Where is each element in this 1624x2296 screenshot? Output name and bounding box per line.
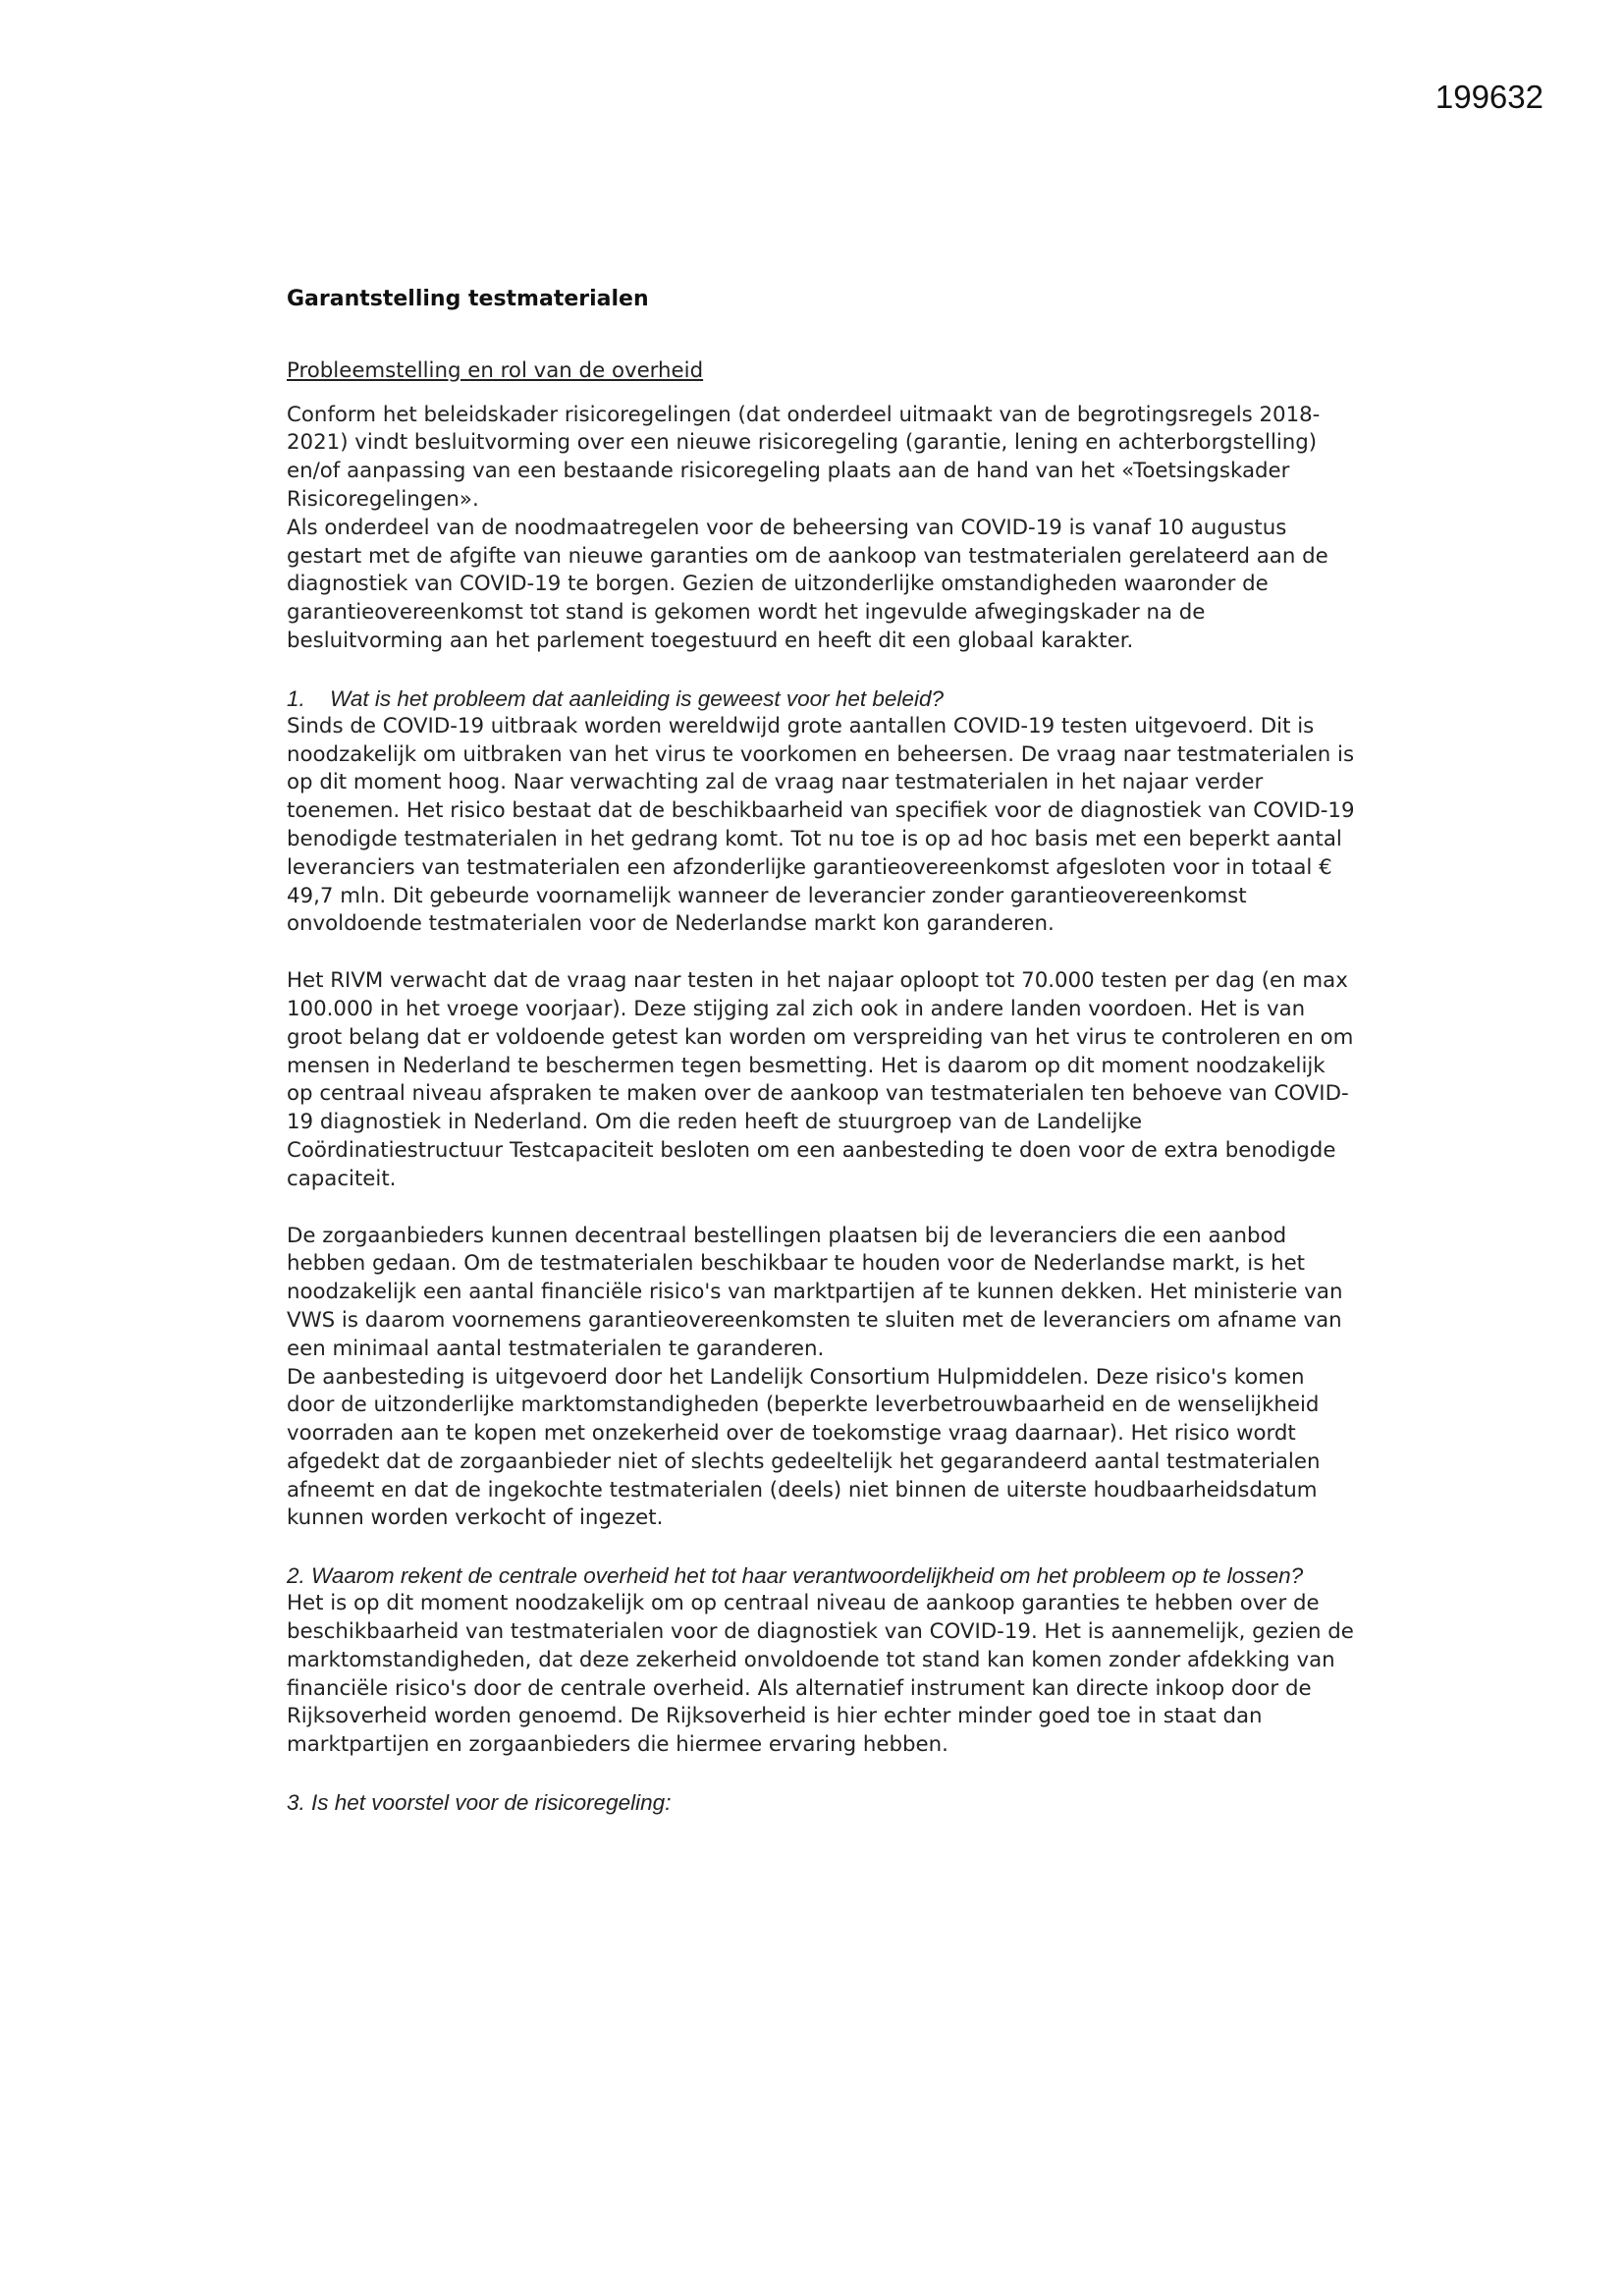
question-2-block xyxy=(287,1561,1357,1760)
document-number: 199632 xyxy=(1435,79,1543,115)
question-1-block xyxy=(287,684,1357,1534)
intro-paragraph: Als onderdeel van de noodmaatregelen voor de beheersing van COVID-19 is vanaf 10 augustus gestart met de afgifte van nieuwe garanties om de aankoop van testmaterialen gerelateerd aan de diagnostiek van COVID-19 te borgen. Gezien de uitzonderlijke omstandigheden waaronder de garantieovereenkomst tot stand is gekomen wordt het ingevulde afwegingskader na de besluitvorming aan het parlement toegestuurd en heeft dit een globaal karakter. xyxy=(287,515,1328,653)
body-paragraph: Sinds de COVID-19 uitbraak worden wereldwijd grote aantallen COVID-19 testen uitgevoerd. Dit is noodzakelijk om uitbraken van het virus te voorkomen en beheersen. De vraag naar testmaterialen is op dit moment hoog. Naar verwachting zal de vraag naar testmaterialen in het najaar verder toenemen. Het risico bestaat dat de beschikbaarheid van specifiek voor de diagnostiek van COVID-19 benodigde testmaterialen in het gedrang komt. Tot nu toe is op ad hoc basis met een beperkt aantal leveranciers van testmaterialen een afzonderlijke garantieovereenkomst afgesloten voor in totaal € 49,7 mln. Dit gebeurde voornamelijk wanneer de leverancier zonder garantieovereenkomst onvoldoende testmaterialen voor de Nederlandse markt kon garanderen. xyxy=(287,713,1355,937)
body-paragraph: De aanbesteding is uitgevoerd door het Landelijk Consortium Hulpmiddelen. Deze risico's komen door de uitzonderlijke marktomstandigheden (beperkte leverbetrouwbaarheid en de wenselijkheid voorraden aan te kopen met onzekerheid over de toekomstige vraag daarnaar). Het risico wordt afgedekt dat de zorgaanbieder niet of slechts gedeeltelijk het gegarandeerd aantal testmaterialen afneemt en dat de ingekochte testmaterialen (deels) niet binnen de uiterste houdbaarheidsdatum kunnen worden verkocht of ingezet. xyxy=(287,1364,1321,1531)
question-1-text: Wat is het probleem dat aanleiding is geweest voor het beleid? xyxy=(330,685,944,711)
question-1-heading xyxy=(287,684,1357,713)
question-3-heading: 3. Is het voorstel voor de risicoregeling: xyxy=(287,1790,672,1816)
body-paragraph: De zorgaanbieders kunnen decentraal bestellingen plaatsen bij de leveranciers die een aanbod hebben gedaan. Om de testmaterialen beschikbaar te houden voor de Nederlandse markt, is het noodzakelijk een aantal financiële risico's van marktpartijen af te kunnen dekken. Het ministerie van VWS is daarom voornemens garantieovereenkomsten te sluiten met de leveranciers om afname van een minimaal aantal testmaterialen te garanderen. xyxy=(287,1223,1343,1361)
section-heading: Probleemstelling en rol van de overheid xyxy=(287,357,704,383)
question-1-number: 1. xyxy=(287,685,305,711)
question-2-heading: 2. Waarom rekent de centrale overheid het tot haar verantwoordelijkheid om het probleem op te lossen? xyxy=(287,1563,1304,1589)
body-paragraph: Het RIVM verwacht dat de vraag naar testen in het najaar oploopt tot 70.000 testen per dag (en max 100.000 in het vroege voorjaar). Deze stijging zal zich ook in andere landen voordoen. Het is van groot belang dat er voldoende getest kan worden om verspreiding van het virus te controleren en om mensen in Nederland te beschermen tegen besmetting. Het is daarom op dit moment noodzakelijk op centraal niveau afspraken te maken over de aankoop van testmaterialen ten behoeve van COVID-19 diagnostiek in Nederland. Om die reden heeft de stuurgroep van de Landelijke Coördinatiestructuur Testcapaciteit besloten om een aanbesteding te doen voor de extra benodigde capaciteit. xyxy=(287,968,1354,1191)
body-paragraph-group xyxy=(287,1223,1357,1534)
body-paragraph: Het is op dit moment noodzakelijk om op centraal niveau de aankoop garanties te hebben over de beschikbaarheid van testmaterialen voor de diagnostiek van COVID-19. Het is aannemelijk, gezien de marktomstandigheden, dat deze zekerheid onvoldoende tot stand kan komen zonder afdekking van financiële risico's door de centrale overheid. Als alternatief instrument kan directe inkoop door de Rijksoverheid worden genoemd. De Rijksoverheid is hier echter minder goed toe in staat dan marktpartijen en zorgaanbieders die hiermee ervaring hebben. xyxy=(287,1591,1354,1758)
document-body xyxy=(287,286,1357,1817)
intro-paragraph: Conform het beleidskader risicoregelingen (dat onderdeel uitmaakt van de begrotingsregels 2018-2021) vindt besluitvorming over een nieuwe risicoregeling (garantie, lening en achterborgstelling) en/of aanpassing van een bestaande risicoregeling plaats aan de hand van het «Toetsingskader Risicoregelingen». xyxy=(287,402,1321,512)
intro-block xyxy=(287,402,1357,656)
question-3-block xyxy=(287,1788,1357,1817)
page-title: Garantstelling testmaterialen xyxy=(287,287,649,311)
